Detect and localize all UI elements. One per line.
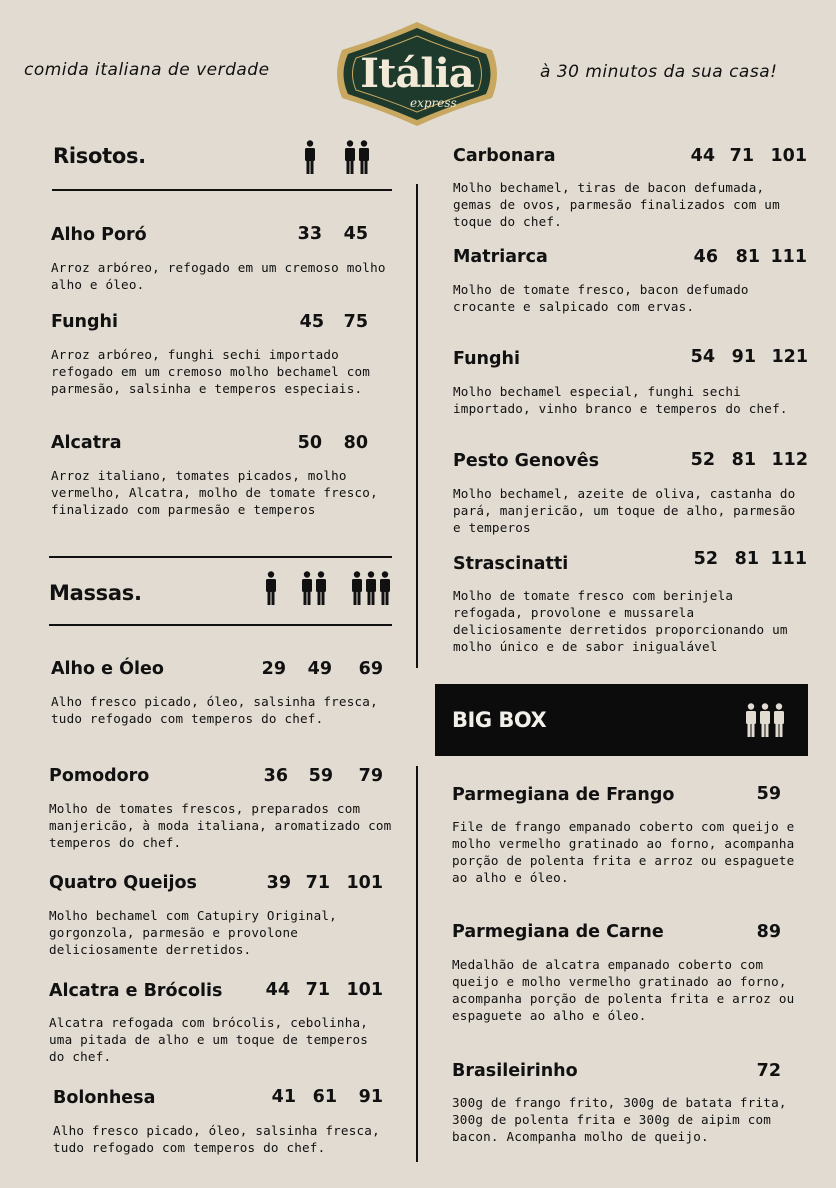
item-name: Alcatra e Brócolis (49, 981, 223, 1001)
item-price: 45 (299, 312, 324, 332)
item-name: Funghi (51, 312, 118, 332)
item-name: Matriarca (453, 247, 548, 267)
item-name: Strascinatti (453, 554, 569, 574)
item-description: Molho bechamel especial, funghi sechi importado, vinho branco e temperos do chef. (453, 384, 788, 416)
serving-size-icons-risotos (304, 140, 370, 174)
item-price: 80 (343, 433, 368, 453)
item-price: 59 (756, 784, 781, 804)
item-price: 71 (305, 873, 330, 893)
item-description: Molho de tomate fresco, bacon defumado crocante e salpicado com ervas. (453, 282, 749, 314)
item-price: 79 (358, 766, 383, 786)
item-price: 111 (770, 549, 807, 569)
serving-size-icons-massas (265, 571, 391, 605)
item-price: 81 (731, 450, 756, 470)
item-price: 101 (346, 980, 383, 1000)
person-icon (315, 571, 327, 605)
item-price: 52 (693, 549, 718, 569)
person-icon (265, 571, 277, 605)
logo-title: Itália (360, 50, 474, 97)
item-price: 46 (693, 247, 718, 267)
item-price: 49 (307, 659, 332, 679)
item-description: Arroz arbóreo, refogado em um cremoso molho alho e óleo. (51, 260, 386, 292)
item-price: 69 (358, 659, 383, 679)
bigbox-banner (435, 684, 808, 756)
item-price: 71 (305, 980, 330, 1000)
item-price: 59 (308, 766, 333, 786)
item-price: 72 (756, 1061, 781, 1081)
item-price: 111 (770, 247, 807, 267)
column-divider (416, 766, 418, 1162)
item-name: Bolonhesa (53, 1088, 156, 1108)
item-price: 121 (771, 347, 808, 367)
item-price: 45 (343, 224, 368, 244)
item-price: 29 (261, 659, 286, 679)
item-name: Brasileirinho (452, 1061, 578, 1081)
item-name: Funghi (453, 349, 520, 369)
logo (322, 20, 512, 128)
serving-size-icons-bigbox (745, 703, 785, 737)
item-name: Alcatra (51, 433, 122, 453)
item-name: Parmegiana de Frango (452, 785, 675, 805)
item-price: 101 (346, 873, 383, 893)
item-description: Molho bechamel, tiras de bacon defumada, gemas de ovos, parmesão finalizados com um toque do chef. (453, 180, 780, 229)
person-icon (745, 703, 757, 737)
tagline-left: comida italiana de verdade (24, 60, 270, 80)
item-name: Alho Poró (51, 225, 147, 245)
item-name: Pomodoro (49, 766, 150, 786)
item-description: Alho fresco picado, óleo, salsinha fresca, tudo refogado com temperos do chef. (51, 694, 378, 726)
person-icon (759, 703, 771, 737)
item-description: Arroz italiano, tomates picados, molho vermelho, Alcatra, molho de tomate fresco, finalizado com parmesão e temperos (51, 468, 378, 517)
section-title-bigbox: BIG BOX (452, 708, 547, 732)
item-price: 89 (756, 922, 781, 942)
item-name: Pesto Genovês (453, 451, 599, 471)
item-price: 91 (731, 347, 756, 367)
item-price: 112 (771, 450, 808, 470)
item-price: 50 (297, 433, 322, 453)
person-icon (365, 571, 377, 605)
item-price: 33 (297, 224, 322, 244)
person-icon (344, 140, 356, 174)
person-icon (379, 571, 391, 605)
person-icon (304, 140, 316, 174)
item-description: Molho de tomate fresco com berinjela refogada, provolone e mussarela deliciosamente derretidos proporcionando um molho único e de sabor inigualável (453, 588, 788, 654)
item-price: 52 (690, 450, 715, 470)
item-price: 81 (735, 247, 760, 267)
person-icon (773, 703, 785, 737)
person-icon (351, 571, 363, 605)
item-description: Arroz arbóreo, funghi sechi importado refogado em um cremoso molho bechamel com parmesão, salsinha e temperos especiais. (51, 347, 371, 396)
column-divider (416, 184, 418, 668)
item-description: Alho fresco picado, óleo, salsinha fresca, tudo refogado com temperos do chef. (53, 1123, 380, 1155)
item-price: 44 (690, 146, 715, 166)
section-title-massas: Massas. (49, 581, 142, 605)
logo-subtitle: express (410, 96, 457, 110)
item-name: Parmegiana de Carne (452, 922, 664, 942)
item-price: 41 (271, 1087, 296, 1107)
divider (49, 556, 392, 558)
person-icon (301, 571, 313, 605)
item-description: 300g de frango frito, 300g de batata frita, 300g de polenta frita e 300g de aipim com bacon. Acompanha molho de queijo. (452, 1095, 787, 1144)
item-price: 54 (690, 347, 715, 367)
divider (49, 624, 392, 626)
item-price: 36 (263, 766, 288, 786)
item-name: Quatro Queijos (49, 873, 197, 893)
item-price: 61 (312, 1087, 337, 1107)
item-price: 71 (729, 146, 754, 166)
item-price: 75 (343, 312, 368, 332)
item-description: Molho de tomates frescos, preparados com manjericão, à moda italiana, aromatizado com temperos do chef. (49, 801, 392, 850)
item-price: 81 (734, 549, 759, 569)
item-description: Molho bechamel, azeite de oliva, castanha do pará, manjericão, um toque de alho, parmesão e temperos (453, 486, 796, 535)
person-icon (358, 140, 370, 174)
divider (52, 189, 392, 191)
item-description: Alcatra refogada com brócolis, cebolinha, uma pitada de alho e um toque de temperos do chef. (49, 1015, 369, 1064)
item-name: Alho e Óleo (51, 659, 164, 679)
tagline-right: à 30 minutos da sua casa! (540, 62, 778, 82)
item-price: 44 (265, 980, 290, 1000)
item-price: 39 (266, 873, 291, 893)
section-title-risotos: Risotos. (53, 144, 146, 168)
item-name: Carbonara (453, 146, 556, 166)
item-description: Molho bechamel com Catupiry Original, gorgonzola, parmesão e provolone deliciosamente derretidos. (49, 908, 337, 957)
item-description: File de frango empanado coberto com queijo e molho vermelho gratinado ao forno, acompanha porção de polenta frita e arroz ou espaguete ao alho e óleo. (452, 819, 795, 885)
item-price: 101 (770, 146, 807, 166)
item-price: 91 (358, 1087, 383, 1107)
item-description: Medalhão de alcatra empanado coberto com queijo e molho vermelho gratinado ao forno, acompanha porção de polenta frita e arroz ou espaguete ao alho e óleo. (452, 957, 795, 1023)
